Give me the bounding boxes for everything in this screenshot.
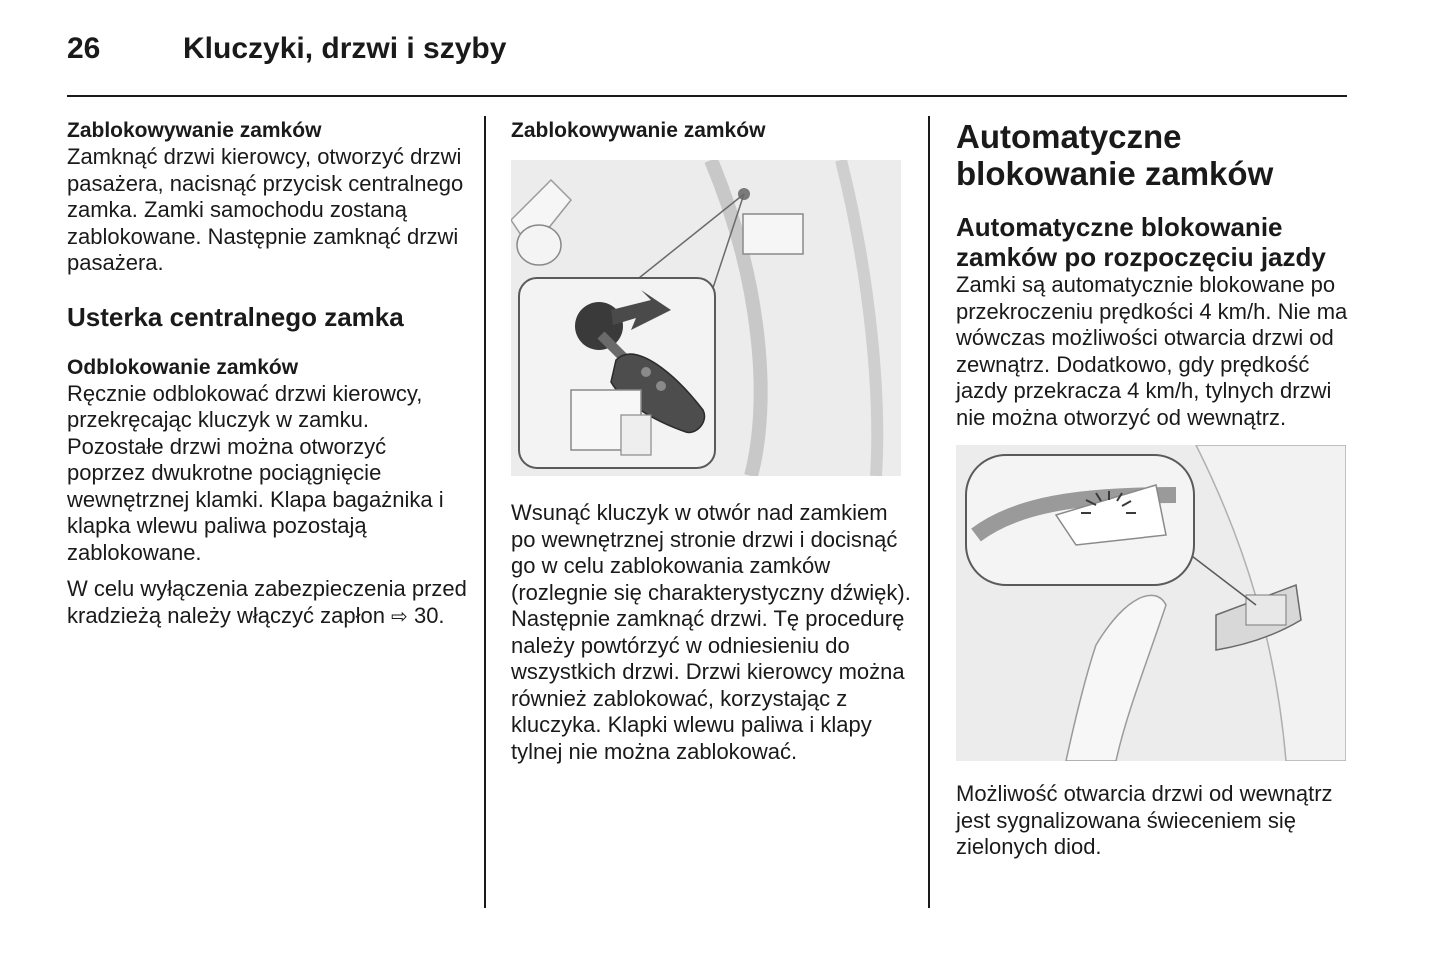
locking-key-heading: Zablokowywanie zamków <box>511 119 766 142</box>
header-rule <box>67 95 1347 97</box>
page-ref-number: 30. <box>413 602 445 628</box>
column-divider-1 <box>484 116 486 908</box>
door-lock-key-illustration <box>511 160 901 476</box>
column-2 <box>511 118 911 765</box>
unlocking-body: Ręcznie odblokować drzwi kierowcy, przekręcając kluczyk w zamku. Pozostałe drzwi można otworzyć poprzez dwukrotne pociągnięcie wewnętrznej klamki. Klapa bagażnika i klapka wlewu paliwa pozostają zablokowane. <box>67 380 444 565</box>
unlocking-heading: Odblokowanie zamków <box>67 355 299 379</box>
anti-theft-paragraph <box>67 576 467 630</box>
door-handle-led-illustration <box>956 445 1346 761</box>
column-divider-2 <box>928 116 930 908</box>
page-number: 26 <box>67 32 101 65</box>
page-ref-arrow-icon: ⇨ <box>391 605 408 628</box>
led-caption: Możliwość otwarcia drzwi od wewnątrz jest sygnalizowana świeceniem się zielonych diod. <box>956 781 1333 859</box>
locking-key-body: Wsunąć kluczyk w otwór nad zamkiem po wewnętrznej stronie drzwi i docisnąć go w celu zablokowania zamków (rozlegnie się charakterystyczny dźwięk). Następnie zamknąć drzwi. Tę procedurę należy powtórzyć w odniesieniu do wszystkich drzwi. Drzwi kierowcy można również zablokować, korzystając z kluczyka. Klapki wlewu paliwa i klapy tylnej nie można zablokować. <box>511 500 911 764</box>
auto-locking-body: Zamki są automatycznie blokowane po przekroczeniu prędkości 4 km/h. Nie ma wówczas możliwości otwarcia drzwi od zewnątrz. Dodatkowo, gdy prędkość jazdy przekracza 4 km/h, tylnych drzwi nie można otworzyć od wewnątrz. <box>956 272 1348 430</box>
auto-locking-subtitle: Automatyczne blokowanie zamków po rozpoczęciu jazdy <box>956 212 1326 272</box>
locking-heading: Zablokowywanie zamków <box>67 119 322 142</box>
chapter-title: Kluczyki, drzwi i szyby <box>183 32 507 65</box>
column-1 <box>67 118 467 630</box>
anti-theft-text: W celu wyłączenia zabezpieczenia przed kradzieżą należy włączyć zapłon <box>67 576 467 628</box>
central-lock-fault-heading: Usterka centralnego zamka <box>67 301 404 332</box>
column-3 <box>956 118 1348 861</box>
locking-body: Zamknąć drzwi kierowcy, otworzyć drzwi pasażera, nacisnąć przycisk centralnego zamka. Zamki samochodu zostaną zablokowane. Następnie zamknąć drzwi pasażera. <box>67 144 464 275</box>
auto-locking-title: Automatyczne blokowanie zamków <box>956 118 1274 192</box>
page-header <box>67 32 1347 96</box>
